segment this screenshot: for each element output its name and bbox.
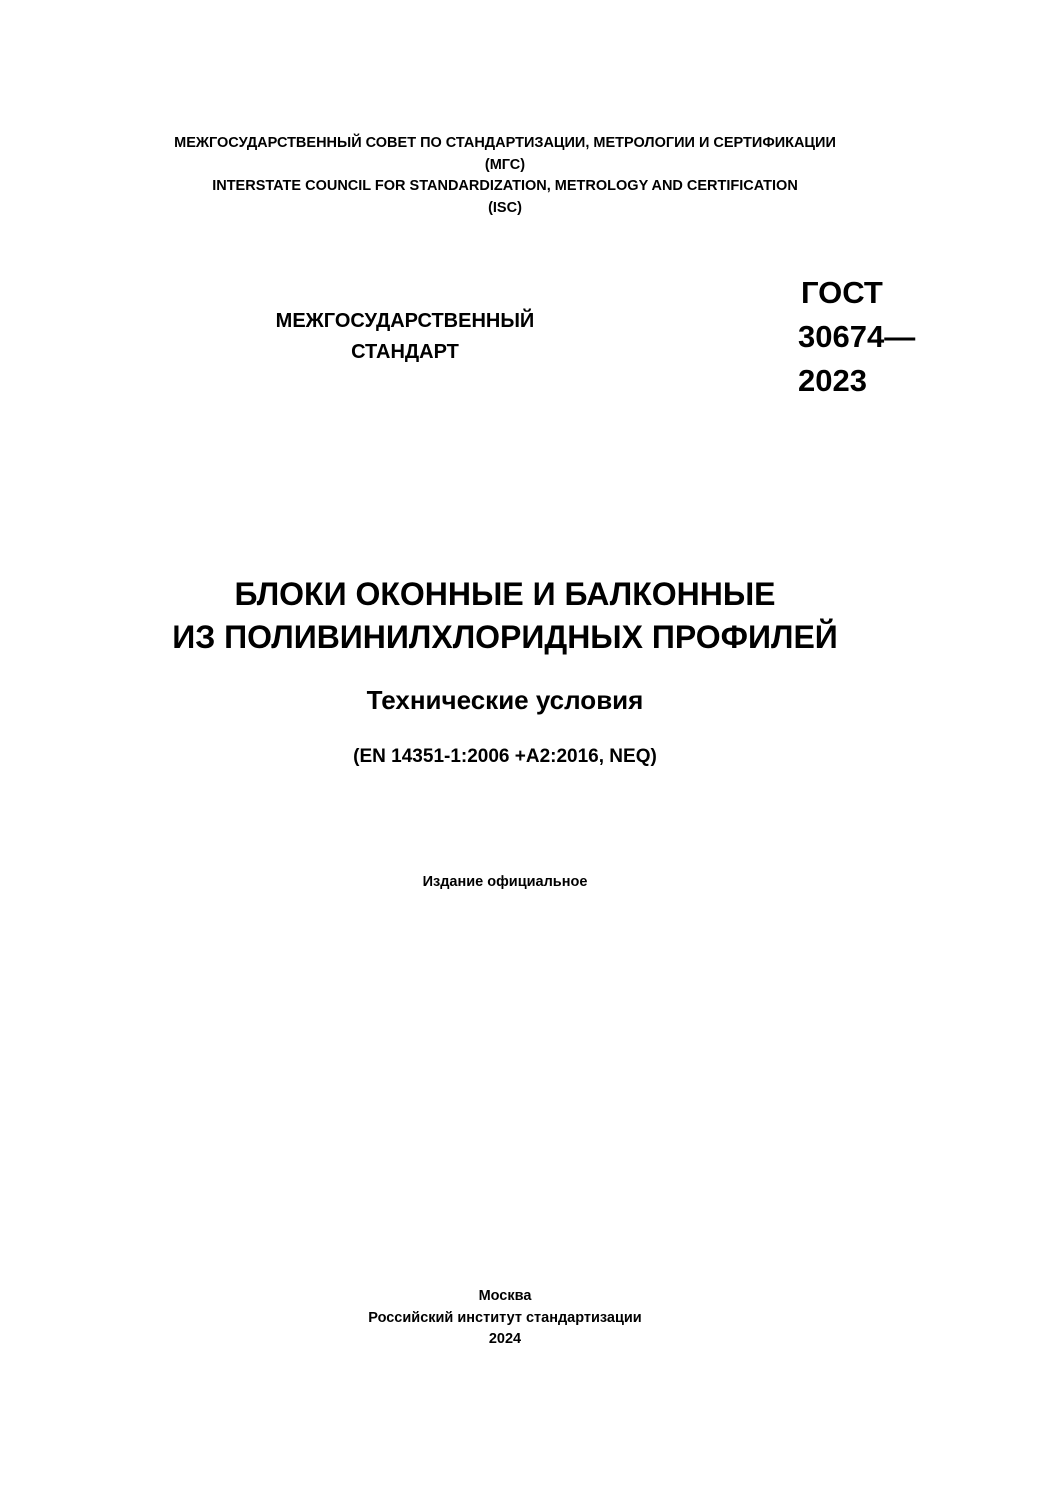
publisher-imprint (0, 1286, 1010, 1351)
standard-type-label (230, 306, 580, 368)
standard-designation (798, 271, 915, 403)
designation-prefix: ГОСТ (801, 275, 883, 310)
council-name-en: INTERSTATE COUNCIL FOR STANDARDIZATION, METROLOGY AND CERTIFICATION (212, 178, 798, 194)
council-abbr-ru: (МГС) (484, 156, 526, 173)
edition-note: Издание официальное (422, 874, 588, 890)
designation-year: 2023 (798, 363, 867, 398)
imprint-year: 2024 (488, 1331, 522, 1347)
council-header (0, 133, 1010, 219)
imprint-city: Москва (478, 1288, 532, 1304)
document-title-line2: ИЗ ПОЛИВИНИЛХЛОРИДНЫХ ПРОФИЛЕЙ (172, 619, 838, 655)
standard-type-line2: СТАНДАРТ (351, 341, 459, 363)
imprint-publisher: Российский институт стандартизации (368, 1309, 642, 1326)
document-subtitle: Технические условия (366, 685, 644, 715)
council-name-ru: МЕЖГОСУДАРСТВЕННЫЙ СОВЕТ ПО СТАНДАРТИЗАЦИИ, МЕТРОЛОГИИ И СЕРТИФИКАЦИИ (174, 135, 836, 151)
designation-number: 30674— (798, 319, 916, 354)
document-title (0, 573, 1010, 659)
standard-type-line1: МЕЖГОСУДАРСТВЕННЫЙ (275, 310, 535, 332)
council-abbr-en: (ISC) (488, 199, 522, 216)
international-reference: (EN 14351-1:2006 +A2:2016, NEQ) (353, 746, 657, 767)
document-title-line1: БЛОКИ ОКОННЫЕ И БАЛКОННЫЕ (234, 576, 776, 612)
